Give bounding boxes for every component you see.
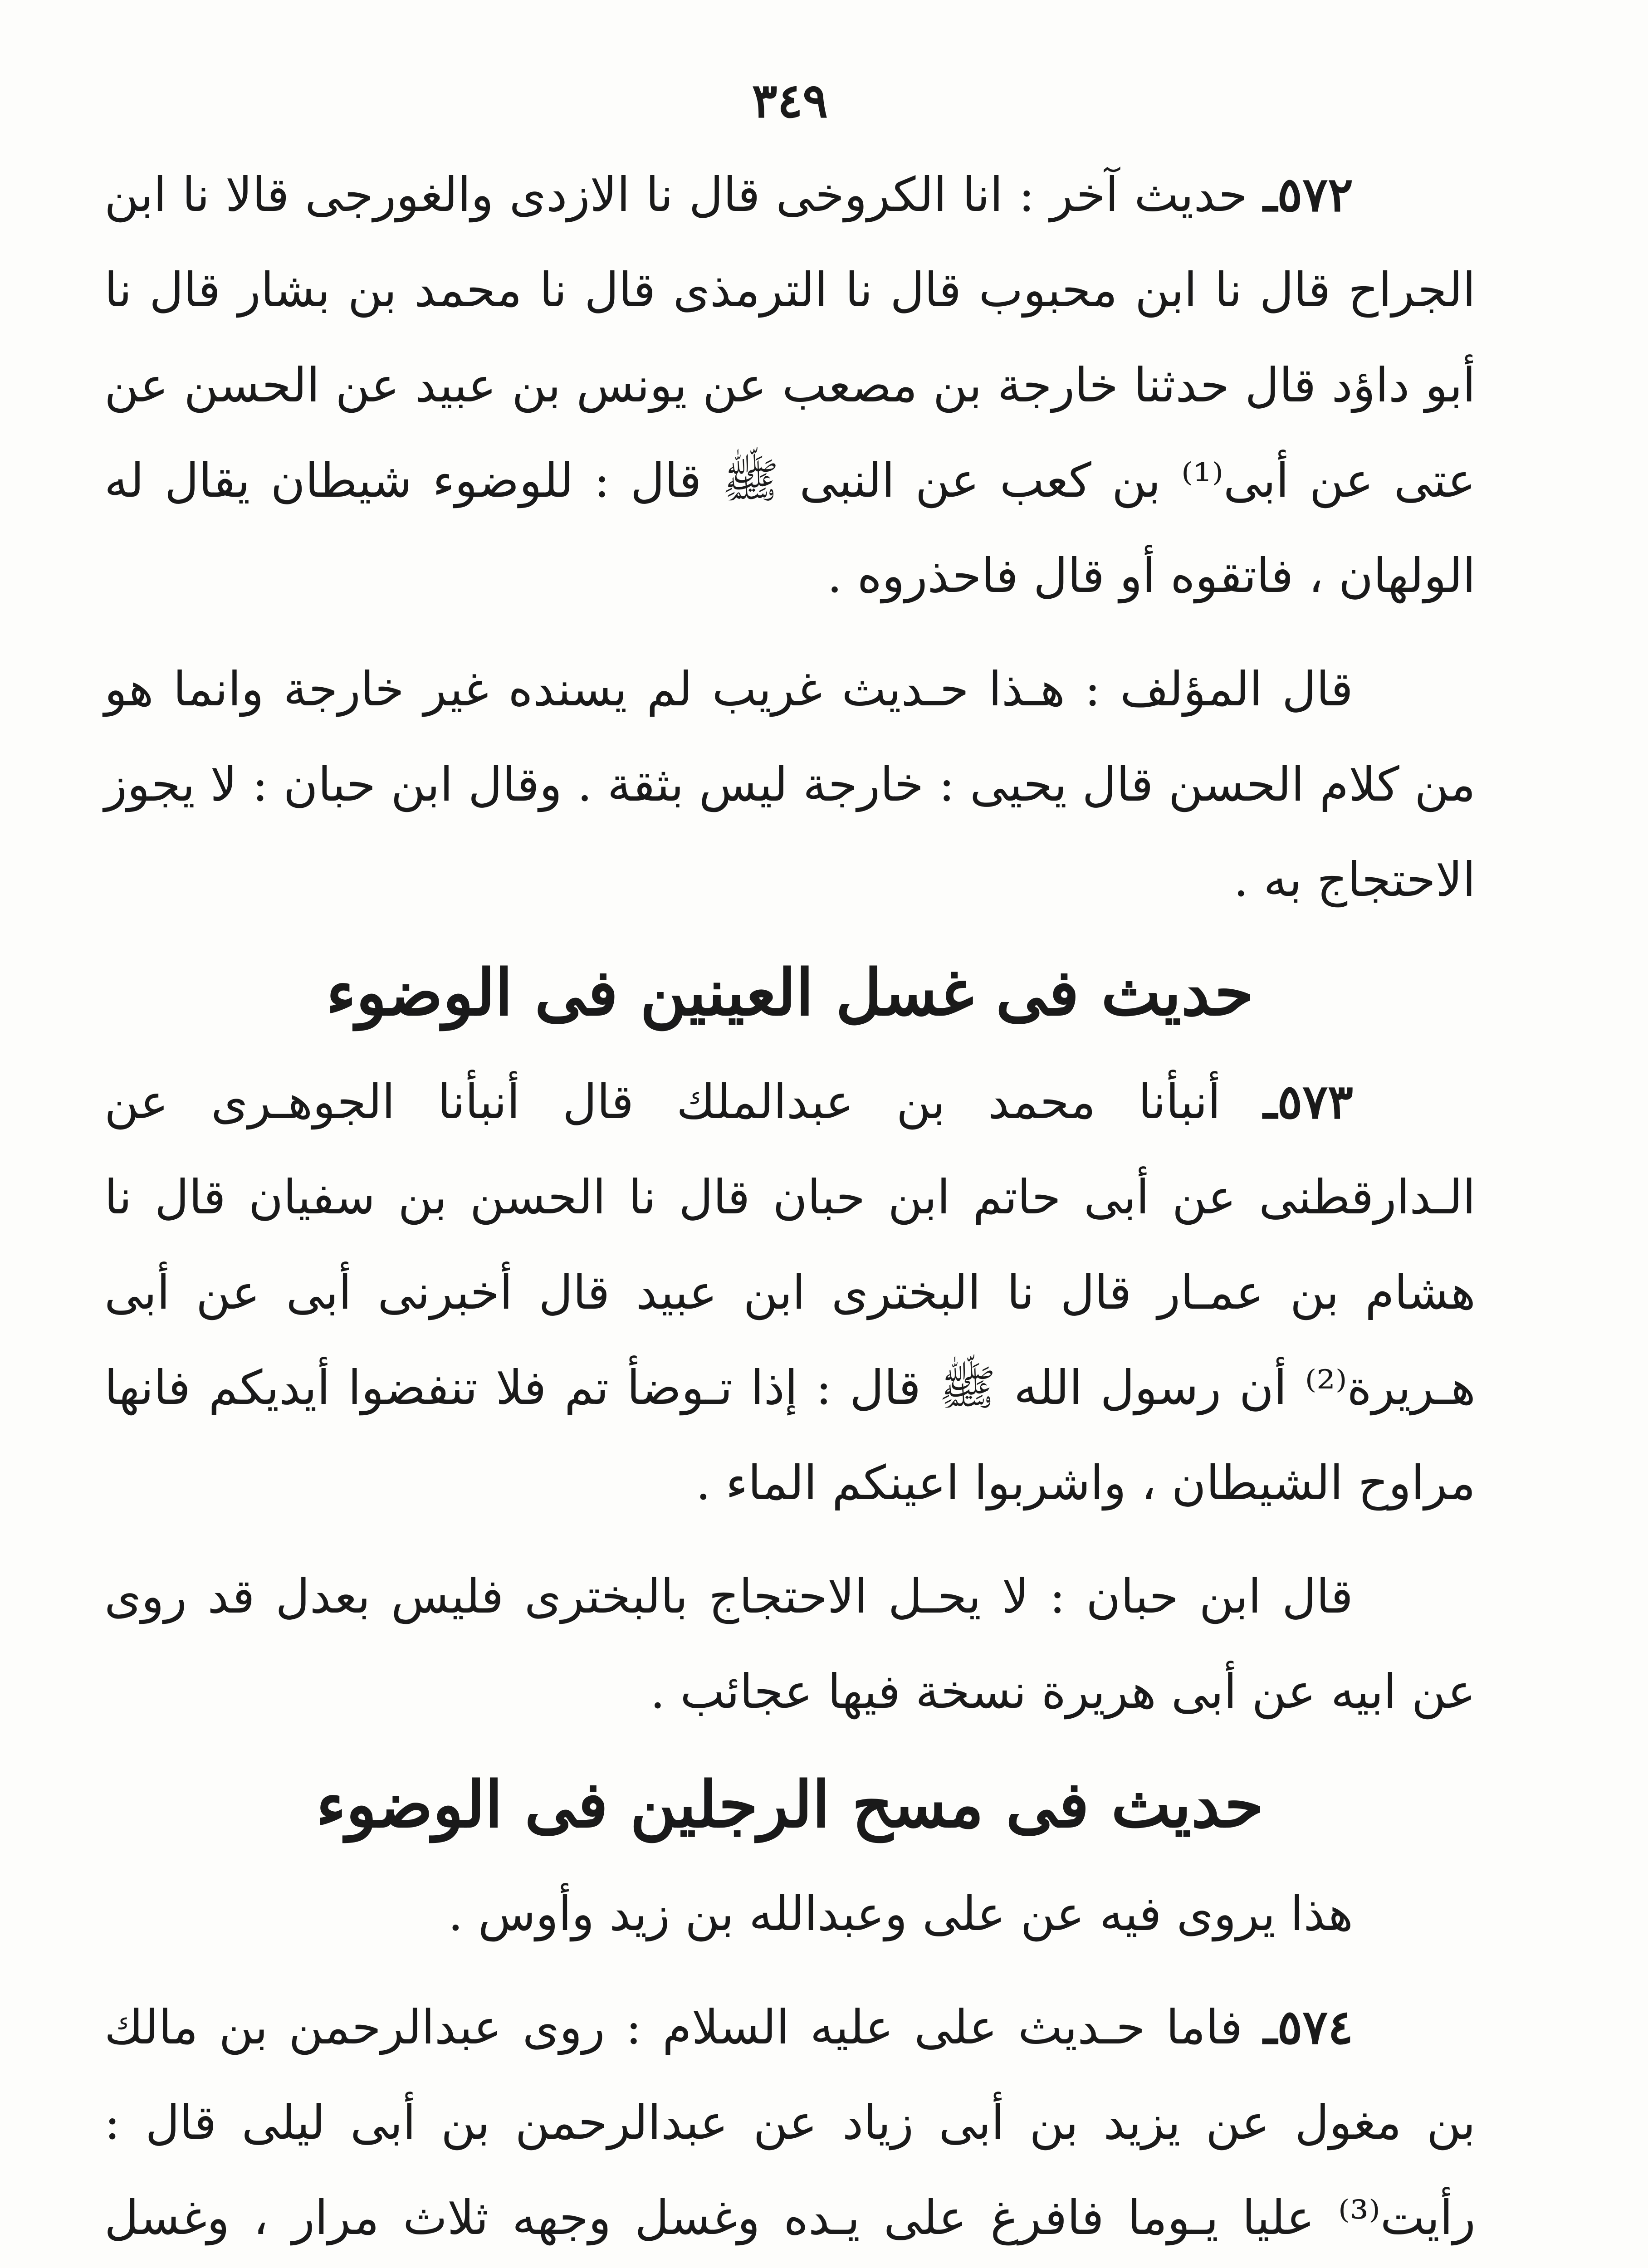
- intro-line: هذا يروى فيه عن على وعبدالله بن زيد وأوس .: [448, 1886, 1353, 1941]
- hadith-574-text: فاما حـديث على عليه السلام : روى عبدالرحمن بن مالك بن مغول عن يزيد بن أبى زياد عن عبدالرحمن بن أبى ليلى قال : رأيت⁽³⁾ عليا يـوما فافرغ على يـده وغسل وجهه ثلاث مرار ، وغسل: [104, 1999, 1476, 2245]
- author-comment-paragraph: قال المؤلف : هـذا حـديث غريب لم يسنده غير خارجة وانما هو من كلام الحسن قال يحيى : خارجة ليس بثقة . وقال ابن حبان : لا يجوز الاحتجاج به .: [104, 661, 1476, 907]
- hadith-573-number: ٥٧٣ـ: [1263, 1074, 1354, 1129]
- hadith-572-paragraph: [104, 147, 1476, 623]
- hadith-573-paragraph: [104, 1054, 1476, 1530]
- section-heading-eyes: حديث فى غسل العينين فى الوضوء: [326, 956, 1254, 1030]
- hadith-573-text: أنبأنا محمد بن عبدالملك قال أنبأنا الجوهـرى عن الـدارقطنى عن أبى حاتم ابن حبان قال نا الحسن بن سفيان قال نا هشام بن عمـار قال نا البخترى ابن عبيد قال أخبرنى أبى عن أبى هـريرة⁽²⁾ أن رسول الله ﷺ قال : إذا تـوضأ تم فلا تنفضوا أيديكم فانها مراوح الشيطان ، واشربوا اعينكم الماء .: [104, 1074, 1476, 1510]
- hadith-572-text: حديث آخر : انا الكروخى قال نا الازدى والغورجى قالا نا ابن الجراح قال نا ابن محبوب قال نا الترمذى قال نا محمد بن بشار قال نا أبو داؤد قال حدثنا خارجة بن مصعب عن يونس بن عبيد عن الحسن عن عتى عن أبى⁽¹⁾ بن كعب عن النبى ﷺ قال : للوضوء شيطان يقال له الولهان ، فاتقوه أو قال فاحذروه .: [104, 167, 1476, 603]
- hadith-574-paragraph: [104, 1980, 1476, 2268]
- section-heading-feet: حديث فى مسح الرجلين فى الوضوء: [316, 1768, 1264, 1842]
- hadith-574-number: ٥٧٤ـ: [1263, 1999, 1354, 2055]
- ibn-hibban-comment-paragraph: قال ابن حبان : لا يحـل الاحتجاج بالبخترى فليس بعدل قد روى عن ابيه عن أبى هريرة نسخة فيها عجائب .: [104, 1569, 1476, 1719]
- page-number: ٣٤٩: [752, 73, 828, 128]
- hadith-572-number: ٥٧٢ـ: [1263, 166, 1353, 222]
